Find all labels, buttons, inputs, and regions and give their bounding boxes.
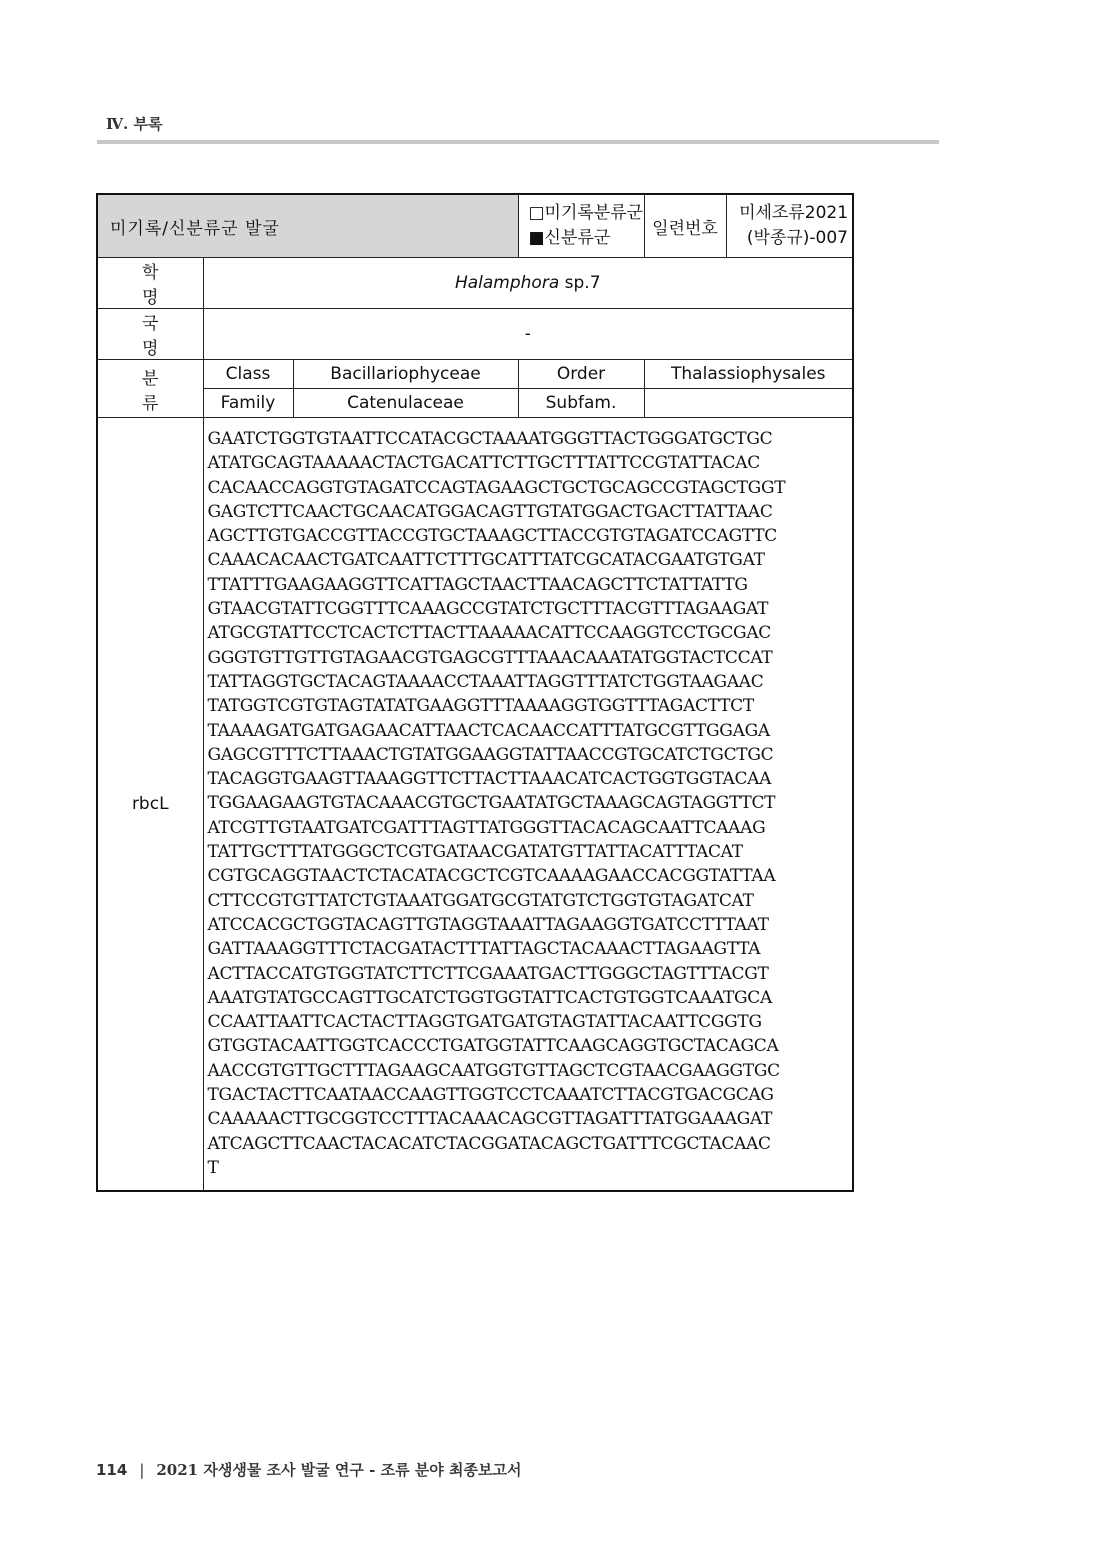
sequence-line: AAATGTATGCCAGTTGCATCTGGTGGTATTCACTGTGGTCAAATGCA <box>207 987 772 1008</box>
record-table <box>96 193 854 1192</box>
class-value: Bacillariophyceae <box>293 360 518 389</box>
sequence-line: CACAACCAGGTGTAGATCCAGTAGAAGCTGCTGCAGCCGTAGCTGGT <box>207 477 786 498</box>
rbcl-sequence <box>203 418 853 1192</box>
classification-label: 분 류 <box>97 360 203 418</box>
sequence-line: GAGCGTTTCTTAAACTGTATGGAAGGTATTAACCGTGCATCTGCTGC <box>207 744 774 765</box>
serial-number-value <box>726 194 853 258</box>
order-value: Thalassiophysales <box>644 360 853 389</box>
sequence-lines <box>208 427 853 1180</box>
sequence-line: TACAGGTGAAGTTAAAGGTTCTTACTTAAACATCACTGGTGGTACAA <box>207 769 772 790</box>
sequence-line: GATTAAAGGTTTCTACGATACTTTATTAGCTACAAACTTAGAAGTTA <box>207 939 761 960</box>
sequence-line: TGACTACTTCAATAACCAAGTTGGTCCTCAAATCTTACGTGACGCAG <box>207 1085 774 1106</box>
header-divider <box>97 140 939 144</box>
serial-line-2: (박종규)-007 <box>746 228 849 248</box>
class-key: Class <box>203 360 293 389</box>
sequence-line: GAATCTGGTGTAATTCCATACGCTAAAATGGGTTACTGGGATGCTGC <box>207 429 773 449</box>
serial-line-1: 미세조류2021 <box>739 203 849 223</box>
subfamily-value <box>644 389 853 418</box>
family-key: Family <box>203 389 293 418</box>
sequence-line: ATCAGCTTCAACTACACATCTACGGATACAGCTGATTTCGCTACAAC <box>207 1133 771 1154</box>
sequence-line: TATTAGGTGCTACAGTAAAACCTAAATTAGGTTTATCTGGTAAGAAC <box>207 671 764 692</box>
subfamily-key: Subfam. <box>518 389 644 418</box>
taxon-type-checkboxes <box>518 194 644 258</box>
sequence-line: TATGGTCGTGTAGTATATGAAGGTTTAAAAGGTGGTTTAGACTTCT <box>207 696 754 717</box>
page-number: 114 <box>96 1461 128 1479</box>
sequence-line: TATTGCTTTATGGGCTCGTGATAACGATATGTTATTACATTTACAT <box>207 842 743 863</box>
family-value: Catenulaceae <box>293 389 518 418</box>
sequence-line: CTTCCGTGTTATCTGTAAATGGATGCGTATGTCTGGTGTAGATCAT <box>207 890 754 911</box>
korean-name-label: 국 명 <box>97 309 203 360</box>
sequence-line: AGCTTGTGACCGTTACCGTGCTAAAGCTTACCGTGTAGATCCAGTTC <box>207 526 777 547</box>
scientific-name-value <box>203 258 853 309</box>
sequence-line: CCAATTAATTCACTACTTAGGTGATGATGTAGTATTACAATTCGGTG <box>207 1012 762 1033</box>
checkbox-new-taxon: ■신분류군 <box>528 228 611 248</box>
sequence-line: CGTGCAGGTAACTCTACATACGCTCGTCAAAAGAACCACGGTATTAA <box>207 866 776 887</box>
table-title: 미기록/신분류군 발굴 <box>97 194 518 258</box>
korean-name-value: - <box>203 309 853 360</box>
sequence-line: CAAAAACTTGCGGTCCTTTACAAACAGCGTTAGATTTATGGAAAGAT <box>207 1109 773 1130</box>
footer-separator: | <box>139 1461 145 1479</box>
sequence-line: ACTTACCATGTGGTATCTTCTTCGAAATGACTTGGGCTAGTTTACGT <box>207 963 769 984</box>
page-footer <box>96 1459 521 1480</box>
serial-number-label: 일련번호 <box>644 194 726 258</box>
sequence-line: ATGCGTATTCCTCACTCTTACTTAAAAACATTCCAAGGTCCTGCGAC <box>207 623 772 644</box>
sequence-line: GAGTCTTCAACTGCAACATGGACAGTTGTATGGACTGACTTATTAAC <box>207 501 773 522</box>
sequence-line: ATCGTTGTAATGATCGATTTAGTTATGGGTTACACAGCAATTCAAAG <box>207 817 766 838</box>
sequence-line: TGGAAGAAGTGTACAAACGTGCTGAATATGCTAAAGCAGTAGGTTCT <box>207 793 776 814</box>
section-header: Ⅳ. 부록 <box>106 115 163 133</box>
sequence-line: TAAAAGATGATGAGAACATTAACTCACAACCATTTATGCGTTGGAGA <box>207 720 770 741</box>
checkbox-unrecorded: □미기록분류군 <box>528 203 644 223</box>
sequence-line: TTATTTGAAGAAGGTTCATTAGCTAACTTAACAGCTTCTATTATTG <box>207 574 748 595</box>
sequence-line: GTGGTACAATTGGTCACCCTGATGGTATTCAAGCAGGTGCTACAGCA <box>207 1036 779 1057</box>
sequence-line: T <box>207 1157 219 1178</box>
sequence-line: ATATGCAGTAAAAACTACTGACATTCTTGCTTTATTCCGTATTACAC <box>207 453 760 474</box>
report-title: 2021 자생생물 조사 발굴 연구 - 조류 분야 최종보고서 <box>156 1461 522 1479</box>
sequence-line: ATCCACGCTGGTACAGTTGTAGGTAAATTAGAAGGTGATCCTTTAAT <box>207 914 769 935</box>
scientific-name-genus: Halamphora <box>454 273 560 293</box>
sequence-line: AACCGTGTTGCTTTAGAAGCAATGGTGTTAGCTCGTAACGAAGGTGC <box>207 1060 780 1081</box>
scientific-name-label: 학 명 <box>97 258 203 309</box>
gene-label: rbcL <box>97 418 203 1192</box>
sequence-line: CAAACACAACTGATCAATTCTTTGCATTTATCGCATACGAATGTGAT <box>207 550 765 571</box>
sequence-line: GGGTGTTGTTGTAGAACGTGAGCGTTTAAACAAATATGGTACTCCAT <box>207 647 773 668</box>
scientific-name-species: sp.7 <box>559 273 601 293</box>
order-key: Order <box>518 360 644 389</box>
sequence-line: GTAACGTATTCGGTTTCAAAGCCGTATCTGCTTTACGTTTAGAAGAT <box>207 599 769 620</box>
